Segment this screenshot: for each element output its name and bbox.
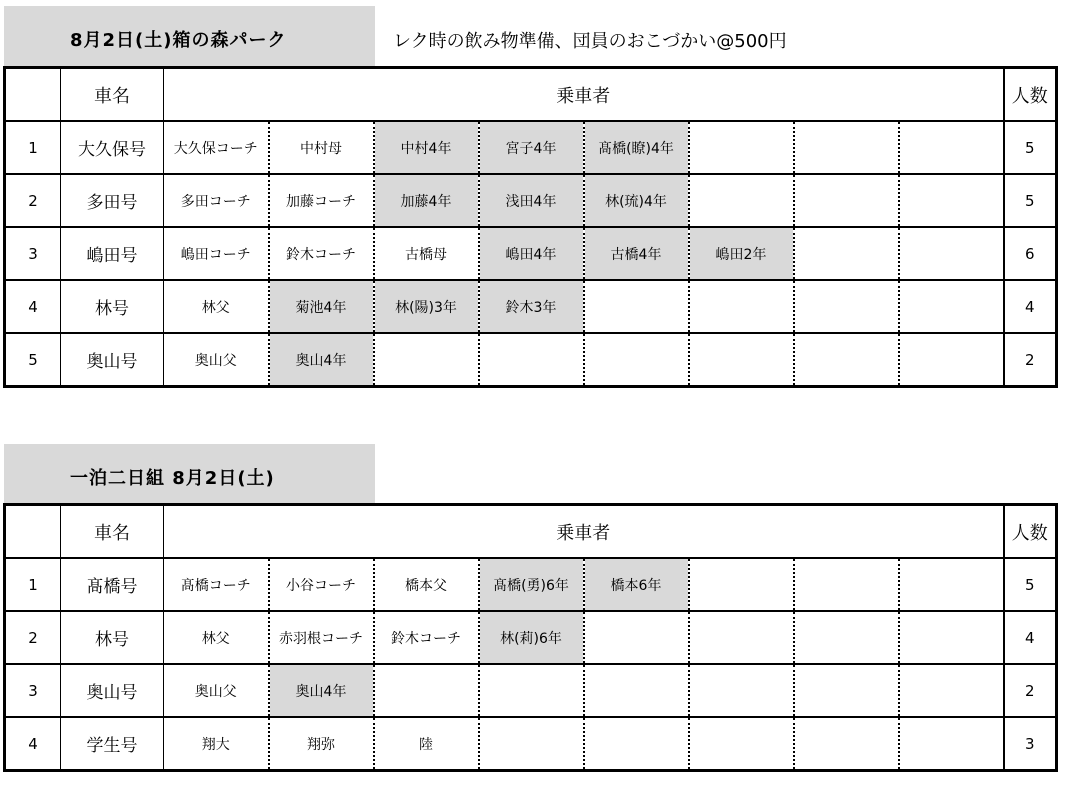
car-name-cell: 大久保号: [61, 121, 164, 174]
rider-cell: 多田コーチ: [164, 174, 269, 227]
rider-cell: 加藤4年: [374, 174, 479, 227]
rider-cell: 鈴木コーチ: [269, 227, 374, 280]
rider-cell: 奥山4年: [269, 664, 374, 717]
car-name-cell: 嶋田号: [61, 227, 164, 280]
section-title-box: [4, 444, 375, 504]
rider-cell: [374, 333, 479, 387]
rider-cell: [899, 611, 1004, 664]
passenger-count: 2: [1004, 333, 1057, 387]
rider-cell: [689, 174, 794, 227]
table-row: [5, 280, 1057, 333]
rider-cell: 林(陽)3年: [374, 280, 479, 333]
rider-cell: 古橋母: [374, 227, 479, 280]
rider-cell: 翔大: [164, 717, 269, 771]
rider-cell: [584, 280, 689, 333]
rider-cell: [794, 280, 899, 333]
table-header-row: [5, 68, 1057, 122]
rider-cell: [689, 121, 794, 174]
rider-cell: [899, 333, 1004, 387]
header-riders: 乗車者: [164, 505, 1004, 559]
header-no-cell: [5, 505, 61, 559]
rider-cell: 翔弥: [269, 717, 374, 771]
rider-cell: [899, 558, 1004, 611]
row-number: 1: [5, 558, 61, 611]
rider-cell: [794, 333, 899, 387]
rider-cell: [899, 664, 1004, 717]
row-number: 5: [5, 333, 61, 387]
table-row: [5, 611, 1057, 664]
rider-cell: 中村母: [269, 121, 374, 174]
rider-cell: [899, 174, 1004, 227]
rider-cell: [479, 333, 584, 387]
rider-cell: 奥山4年: [269, 333, 374, 387]
rider-cell: [689, 611, 794, 664]
car-name-cell: 学生号: [61, 717, 164, 771]
header-riders: 乗車者: [164, 68, 1004, 122]
table-body: [5, 68, 1057, 387]
passenger-count: 5: [1004, 121, 1057, 174]
passenger-count: 5: [1004, 174, 1057, 227]
rider-cell: 浅田4年: [479, 174, 584, 227]
rider-cell: 林(莉)6年: [479, 611, 584, 664]
rider-cell: 中村4年: [374, 121, 479, 174]
rider-cell: 橋本6年: [584, 558, 689, 611]
passenger-count: 5: [1004, 558, 1057, 611]
rider-cell: 古橋4年: [584, 227, 689, 280]
rider-cell: [899, 717, 1004, 771]
table-header-row: [5, 505, 1057, 559]
rider-cell: [584, 717, 689, 771]
roster-table-day-trip: [3, 66, 1058, 388]
rider-cell: [794, 558, 899, 611]
header-car-name: 車名: [61, 68, 164, 122]
note-text: レク時の飲み物準備、団員のおこづかい@500円: [393, 31, 787, 52]
table-row: [5, 664, 1057, 717]
rider-cell: [689, 558, 794, 611]
row-number: 4: [5, 717, 61, 771]
rider-cell: 鈴木コーチ: [374, 611, 479, 664]
table-body: [5, 505, 1057, 771]
section-title-box: [4, 6, 375, 66]
header-count: 人数: [1004, 68, 1057, 122]
passenger-count: 3: [1004, 717, 1057, 771]
rider-cell: [479, 664, 584, 717]
car-name-cell: 髙橋号: [61, 558, 164, 611]
rider-cell: 林父: [164, 611, 269, 664]
rider-cell: 林(琉)4年: [584, 174, 689, 227]
table-row: [5, 717, 1057, 771]
car-name-cell: 奥山号: [61, 333, 164, 387]
rider-cell: 林父: [164, 280, 269, 333]
rider-cell: 宮子4年: [479, 121, 584, 174]
car-name-cell: 林号: [61, 611, 164, 664]
roster-table-overnight: [3, 503, 1058, 772]
rider-cell: 髙橋コーチ: [164, 558, 269, 611]
rider-cell: 赤羽根コーチ: [269, 611, 374, 664]
passenger-count: 2: [1004, 664, 1057, 717]
table-row: [5, 227, 1057, 280]
passenger-count: 6: [1004, 227, 1057, 280]
table-row: [5, 333, 1057, 387]
rider-cell: 奥山父: [164, 664, 269, 717]
rider-cell: [794, 664, 899, 717]
car-name-cell: 多田号: [61, 174, 164, 227]
rider-cell: 髙橋(勇)6年: [479, 558, 584, 611]
rider-cell: [794, 227, 899, 280]
rider-cell: [794, 717, 899, 771]
rider-cell: [584, 611, 689, 664]
rider-cell: [794, 174, 899, 227]
rider-cell: [689, 664, 794, 717]
header-car-name: 車名: [61, 505, 164, 559]
rider-cell: [794, 611, 899, 664]
rider-cell: [794, 121, 899, 174]
header-no-cell: [5, 68, 61, 122]
table-row: [5, 174, 1057, 227]
rider-cell: [689, 280, 794, 333]
table-row: [5, 121, 1057, 174]
rider-cell: [899, 121, 1004, 174]
row-number: 3: [5, 664, 61, 717]
row-number: 2: [5, 174, 61, 227]
car-name-cell: 奥山号: [61, 664, 164, 717]
rider-cell: 橋本父: [374, 558, 479, 611]
rider-cell: 嶋田2年: [689, 227, 794, 280]
passenger-count: 4: [1004, 280, 1057, 333]
rider-cell: 加藤コーチ: [269, 174, 374, 227]
rider-cell: [899, 227, 1004, 280]
rider-cell: 奥山父: [164, 333, 269, 387]
rider-cell: [689, 333, 794, 387]
row-number: 3: [5, 227, 61, 280]
rider-cell: 嶋田コーチ: [164, 227, 269, 280]
rider-cell: [479, 717, 584, 771]
rider-cell: [899, 280, 1004, 333]
row-number: 4: [5, 280, 61, 333]
rider-cell: 鈴木3年: [479, 280, 584, 333]
rider-cell: 菊池4年: [269, 280, 374, 333]
rider-cell: [584, 333, 689, 387]
row-number: 1: [5, 121, 61, 174]
rider-cell: [584, 664, 689, 717]
rider-cell: [374, 664, 479, 717]
rider-cell: 髙橋(瞭)4年: [584, 121, 689, 174]
rider-cell: 大久保コーチ: [164, 121, 269, 174]
table-row: [5, 558, 1057, 611]
passenger-count: 4: [1004, 611, 1057, 664]
section-title: 一泊二日組 8月2日(土): [70, 468, 275, 489]
row-number: 2: [5, 611, 61, 664]
rider-cell: 小谷コーチ: [269, 558, 374, 611]
rider-cell: [689, 717, 794, 771]
car-name-cell: 林号: [61, 280, 164, 333]
rider-cell: 嶋田4年: [479, 227, 584, 280]
rider-cell: 陸: [374, 717, 479, 771]
section-title: 8月2日(土)箱の森パーク: [70, 30, 287, 51]
header-count: 人数: [1004, 505, 1057, 559]
